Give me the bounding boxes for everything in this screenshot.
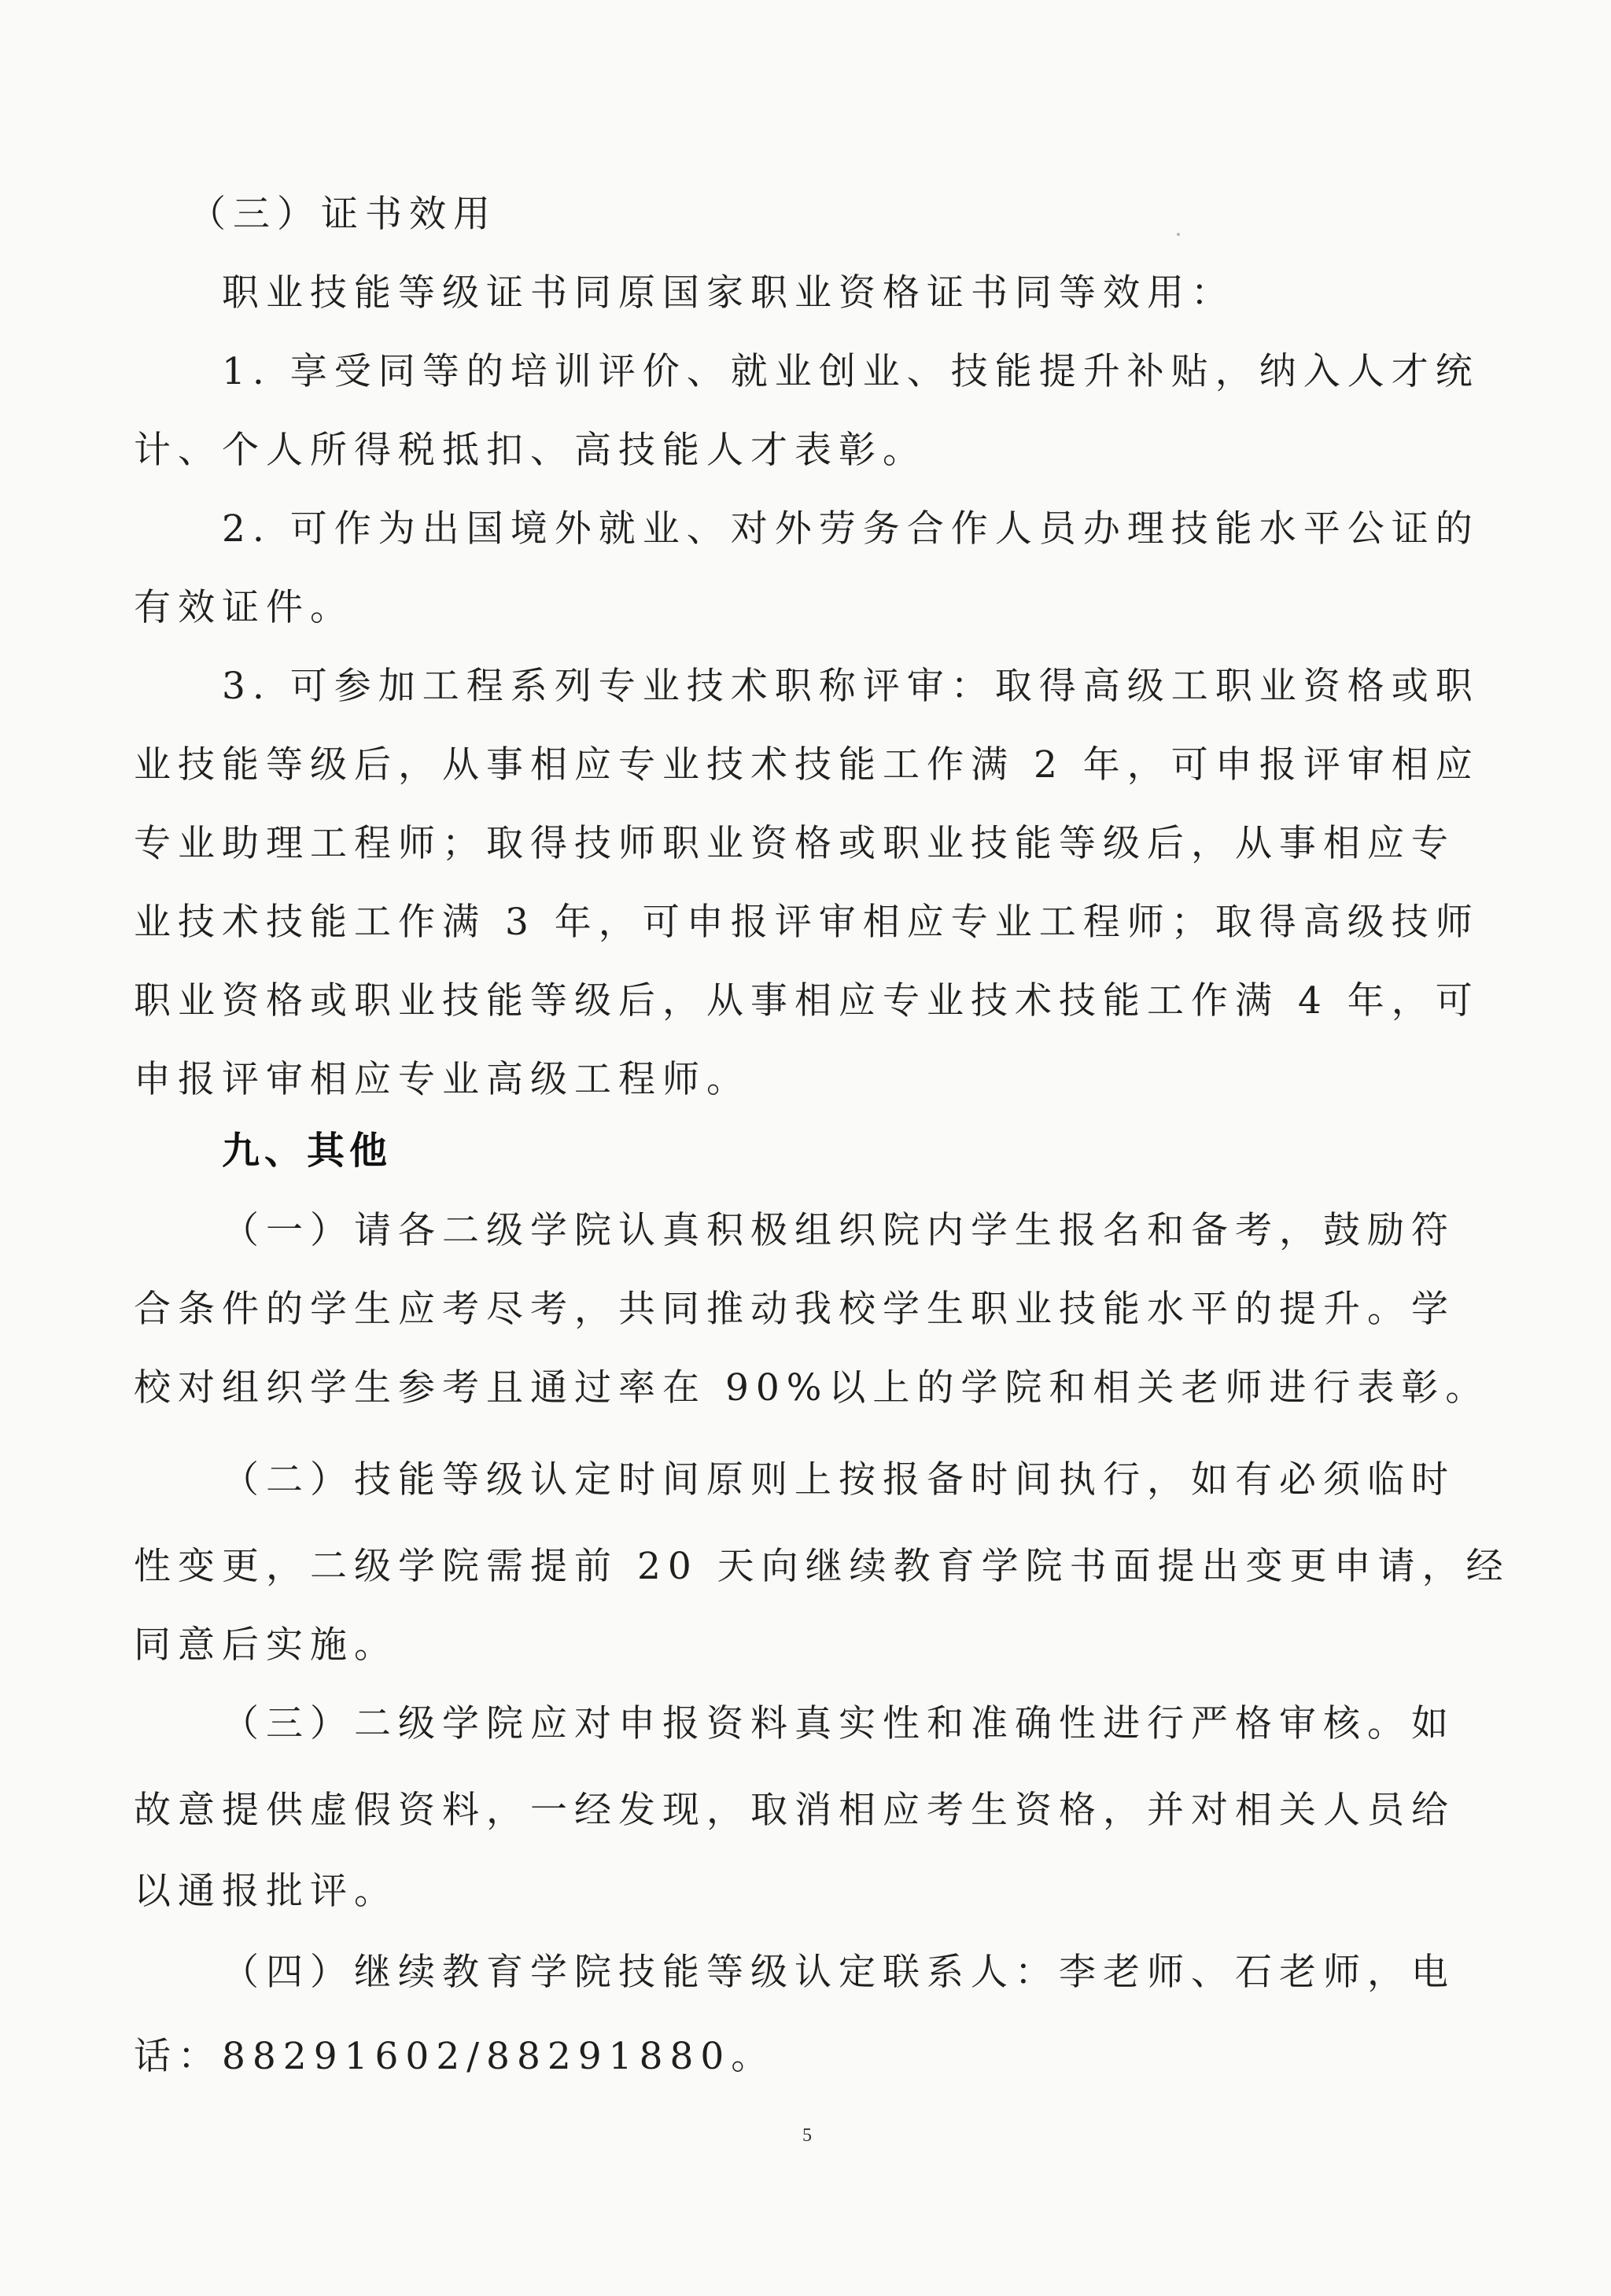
list-item-2-line: 2. 可作为出国境外就业、对外劳务合作人员办理技能水平公证的 xyxy=(222,507,1480,551)
list-item-3-line: 申报评审相应专业高级工程师。 xyxy=(134,1058,750,1101)
list-item-3-line: 职业资格或职业技能等级后，从事相应专业技术技能工作满 4 年，可 xyxy=(134,979,1480,1023)
list-item-1-line: 1. 享受同等的培训评价、就业创业、技能提升补贴，纳入人才统 xyxy=(222,350,1480,393)
other-item-1-line: （一）请各二级学院认真积极组织院内学生报名和备考，鼓励符 xyxy=(222,1209,1455,1252)
other-item-2-line: 性变更，二级学院需提前 20 天向继续教育学院书面提出变更申请，经 xyxy=(134,1545,1510,1588)
list-item-3-line: 业技能等级后，从事相应专业技术技能工作满 2 年，可申报评审相应 xyxy=(134,743,1480,787)
section-heading: 九、其他 xyxy=(222,1129,393,1173)
list-item-1-line: 计、个人所得税抵扣、高技能人才表彰。 xyxy=(134,429,927,472)
page-number: 5 xyxy=(802,2125,812,2146)
other-item-4-line: （四）继续教育学院技能等级认定联系人：李老师、石老师，电 xyxy=(222,1951,1455,1994)
list-item-3-line: 3. 可参加工程系列专业技术职称评审：取得高级工职业资格或职 xyxy=(222,665,1480,708)
paragraph-line: 职业技能等级证书同原国家职业资格证书同等效用： xyxy=(222,271,1235,315)
subsection-title: （三）证书效用 xyxy=(189,193,497,236)
other-item-1-line: 合条件的学生应考尽考，共同推动我校学生职业技能水平的提升。学 xyxy=(134,1288,1455,1331)
other-item-1-line: 校对组织学生参考且通过率在 90%以上的学院和相关老师进行表彰。 xyxy=(134,1366,1490,1410)
other-item-3-line: 故意提供虚假资料，一经发现，取消相应考生资格，并对相关人员给 xyxy=(134,1789,1455,1832)
scan-speck xyxy=(1177,233,1180,236)
other-item-2-line: （二）技能等级认定时间原则上按报备时间执行，如有必须临时 xyxy=(222,1458,1455,1502)
other-item-3-line: （三）二级学院应对申报资料真实性和准确性进行严格审核。如 xyxy=(222,1702,1455,1745)
other-item-2-line: 同意后实施。 xyxy=(134,1623,398,1667)
list-item-2-line: 有效证件。 xyxy=(134,586,354,629)
other-item-4-line: 话：88291602/88291880。 xyxy=(134,2035,776,2078)
other-item-3-line: 以通报批评。 xyxy=(134,1870,398,1913)
list-item-3-line: 业技术技能工作满 3 年，可申报评审相应专业工程师；取得高级技师 xyxy=(134,901,1480,944)
list-item-3-line: 专业助理工程师；取得技师职业资格或职业技能等级后，从事相应专 xyxy=(134,822,1455,865)
